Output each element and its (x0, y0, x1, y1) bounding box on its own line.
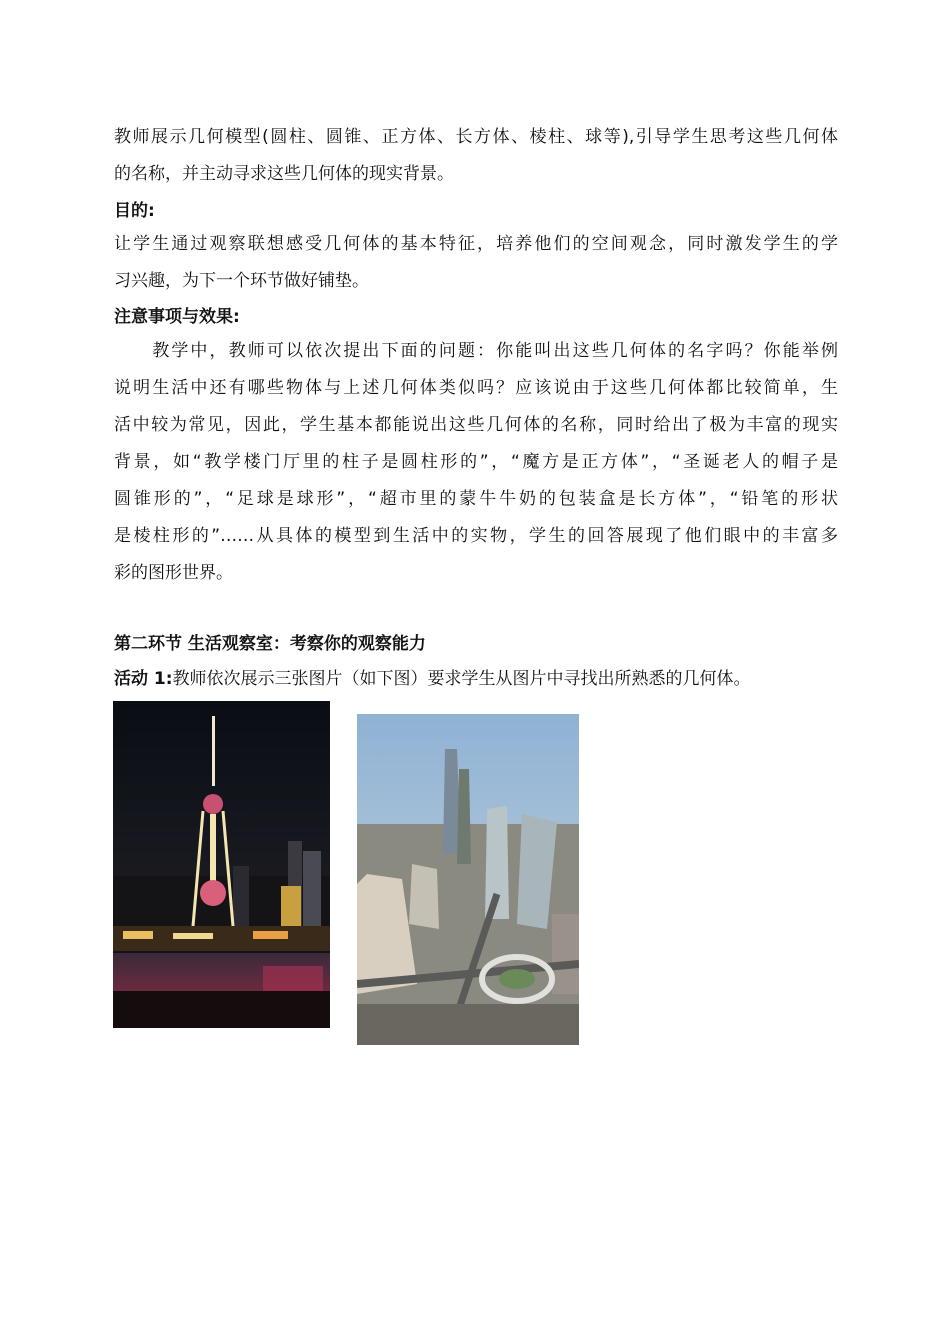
purpose-line-2: 习兴趣，为下一个环节做好铺垫。 (114, 271, 369, 291)
tv-tower-night-photo-art (113, 701, 330, 1028)
notes-heading: 注意事项与效果: (114, 307, 240, 327)
activity-1-text: 教师依次展示三张图片（如下图）要求学生从图片中寻找出所熟悉的几何体。 (172, 669, 751, 689)
intro-line-2: 的名称，并主动寻求这些几何体的现实背景。 (114, 164, 454, 184)
purpose-line-1: 让学生通过观察联想感受几何体的基本特征，培养他们的空间观念，同时激发学生的学 (114, 234, 838, 254)
notes-line-3: 活中较为常见，因此，学生基本都能说出这些几何体的名称，同时给出了极为丰富的现实 (114, 415, 838, 435)
notes-line-5: 圆锥形的”，“足球是球形”，“超市里的蒙牛牛奶的包装盒是长方体”，“铅笔的形状 (114, 489, 838, 509)
city-skyline-photo-art (357, 714, 579, 1045)
intro-line-1: 教师展示几何模型(圆柱、圆锥、正方体、长方体、棱柱、球等),引导学生思考这些几何体 (114, 127, 838, 147)
notes-line-4: 背景，如“教学楼门厅里的柱子是圆柱形的”，“魔方是正方体”，“圣诞老人的帽子是 (114, 452, 838, 472)
activity-1-label: 活动 1: (114, 669, 173, 689)
notes-line-2: 说明生活中还有哪些物体与上述几何体类似吗？应该说由于这些几何体都比较简单，生 (114, 378, 838, 398)
notes-line-6: 是棱柱形的”……从具体的模型到生活中的实物，学生的回答展现了他们眼中的丰富多 (114, 526, 838, 546)
section2-heading: 第二环节 生活观察室：考察你的观察能力 (114, 634, 426, 654)
city-skyline-photo (357, 714, 579, 1045)
notes-line-1: 教学中，教师可以依次提出下面的问题：你能叫出这些几何体的名字吗？你能举例 (114, 341, 838, 361)
notes-line-7: 彩的图形世界。 (114, 563, 233, 583)
purpose-heading: 目的: (114, 201, 155, 221)
activity-1-line (114, 668, 838, 690)
tv-tower-night-photo (113, 701, 330, 1028)
